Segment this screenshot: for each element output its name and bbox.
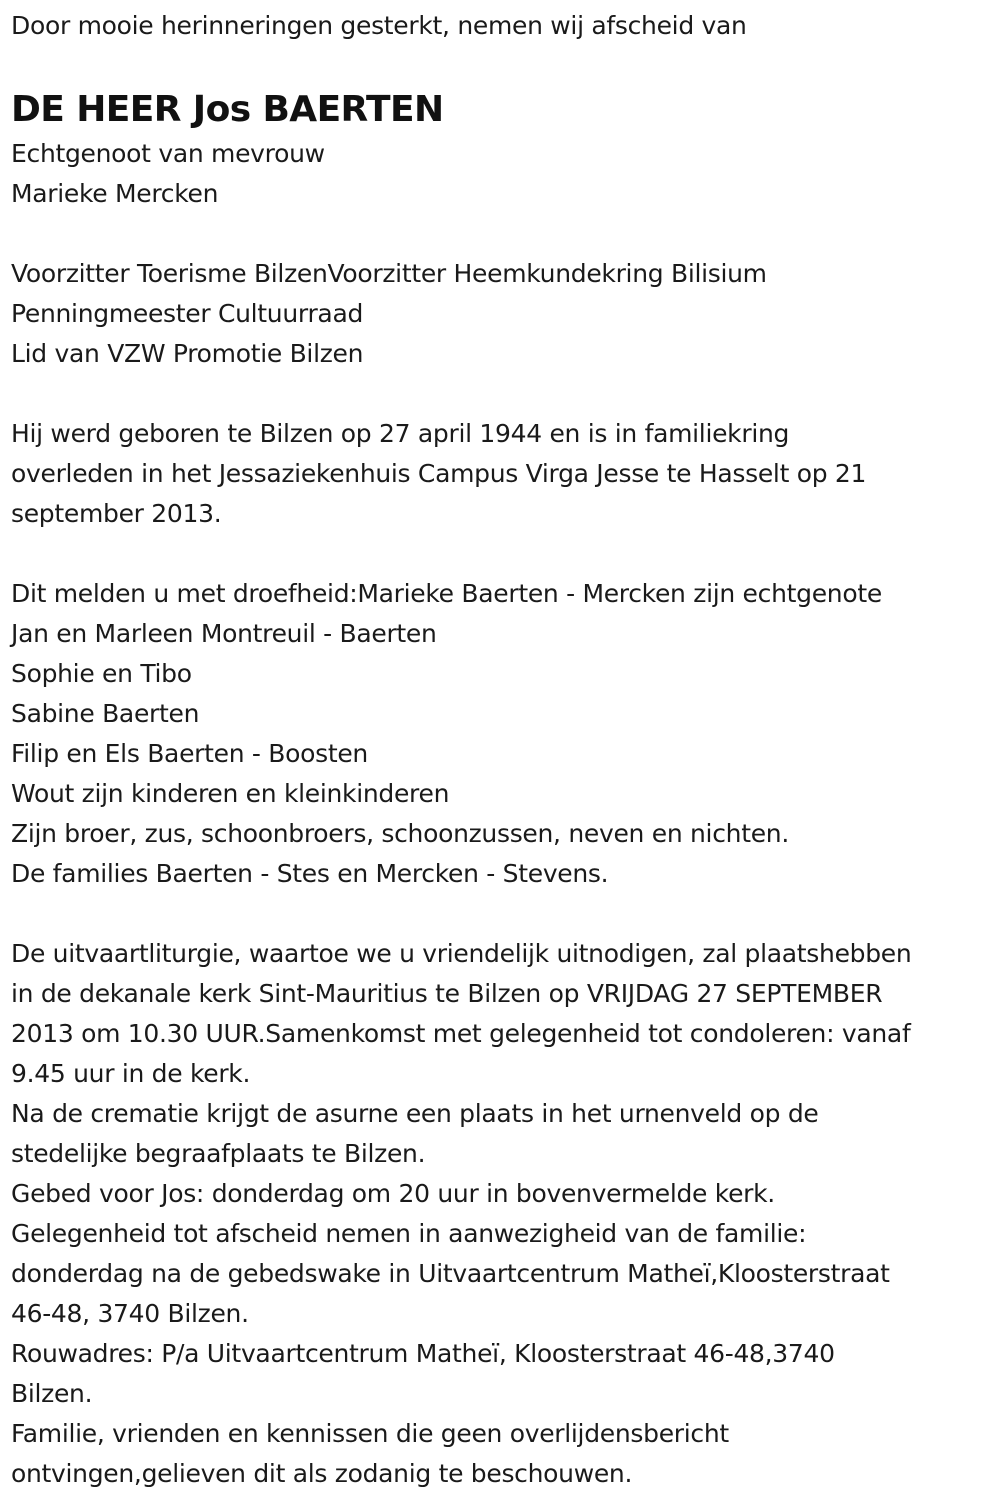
- spouse-line: Echtgenoot van mevrouw: [11, 139, 325, 168]
- role-line: Lid van VZW Promotie Bilzen: [11, 339, 364, 368]
- ceremony-block: [11, 934, 990, 1494]
- roles-block: [11, 254, 990, 374]
- birth-death-line: overleden in het Jessaziekenhuis Campus Virga Jesse te Hasselt op 21: [11, 459, 867, 488]
- family-line: Filip en Els Baerten - Boosten: [11, 739, 368, 768]
- ceremony-line: 2013 om 10.30 UUR.Samenkomst met gelegenheid tot condoleren: vanaf: [11, 1019, 911, 1048]
- ceremony-line: 46-48, 3740 Bilzen.: [11, 1299, 249, 1328]
- family-line: Sophie en Tibo: [11, 659, 192, 688]
- ceremony-line: donderdag na de gebedswake in Uitvaartcentrum Matheï,Kloosterstraat: [11, 1259, 890, 1288]
- ceremony-line: Bilzen.: [11, 1379, 93, 1408]
- ceremony-line: ontvingen,gelieven dit als zodanig te beschouwen.: [11, 1459, 633, 1488]
- birth-death-block: [11, 414, 990, 534]
- spouse-line: Marieke Mercken: [11, 179, 219, 208]
- ceremony-line: De uitvaartliturgie, waartoe we u vriendelijk uitnodigen, zal plaatshebben: [11, 939, 912, 968]
- ceremony-line: Na de crematie krijgt de asurne een plaats in het urnenveld op de: [11, 1099, 819, 1128]
- deceased-name: DE HEER Jos BAERTEN: [11, 89, 444, 130]
- ceremony-line: stedelijke begraafplaats te Bilzen.: [11, 1139, 426, 1168]
- family-line: Zijn broer, zus, schoonbroers, schoonzussen, neven en nichten.: [11, 819, 789, 848]
- ceremony-line: Gelegenheid tot afscheid nemen in aanwezigheid van de familie:: [11, 1219, 807, 1248]
- family-line: Sabine Baerten: [11, 699, 200, 728]
- ceremony-line: in de dekanale kerk Sint-Mauritius te Bilzen op VRIJDAG 27 SEPTEMBER: [11, 979, 883, 1008]
- birth-death-line: september 2013.: [11, 499, 222, 528]
- birth-death-line: Hij werd geboren te Bilzen op 27 april 1944 en is in familiekring: [11, 419, 790, 448]
- intro-text: Door mooie herinneringen gesterkt, nemen wij afscheid van: [11, 11, 747, 40]
- role-line: Voorzitter Toerisme BilzenVoorzitter Heemkundekring Bilisium: [11, 259, 767, 288]
- spouse-block: [11, 134, 990, 214]
- family-block: [11, 574, 990, 894]
- family-line: Dit melden u met droefheid:Marieke Baerten - Mercken zijn echtgenote: [11, 579, 882, 608]
- ceremony-line: 9.45 uur in de kerk.: [11, 1059, 251, 1088]
- ceremony-line: Rouwadres: P/a Uitvaartcentrum Matheï, Kloosterstraat 46-48,3740: [11, 1339, 835, 1368]
- ceremony-line: Gebed voor Jos: donderdag om 20 uur in bovenvermelde kerk.: [11, 1179, 775, 1208]
- family-line: Jan en Marleen Montreuil - Baerten: [11, 619, 437, 648]
- family-line: De families Baerten - Stes en Mercken - Stevens.: [11, 859, 609, 888]
- ceremony-line: Familie, vrienden en kennissen die geen overlijdensbericht: [11, 1419, 729, 1448]
- family-line: Wout zijn kinderen en kleinkinderen: [11, 779, 450, 808]
- role-line: Penningmeester Cultuurraad: [11, 299, 364, 328]
